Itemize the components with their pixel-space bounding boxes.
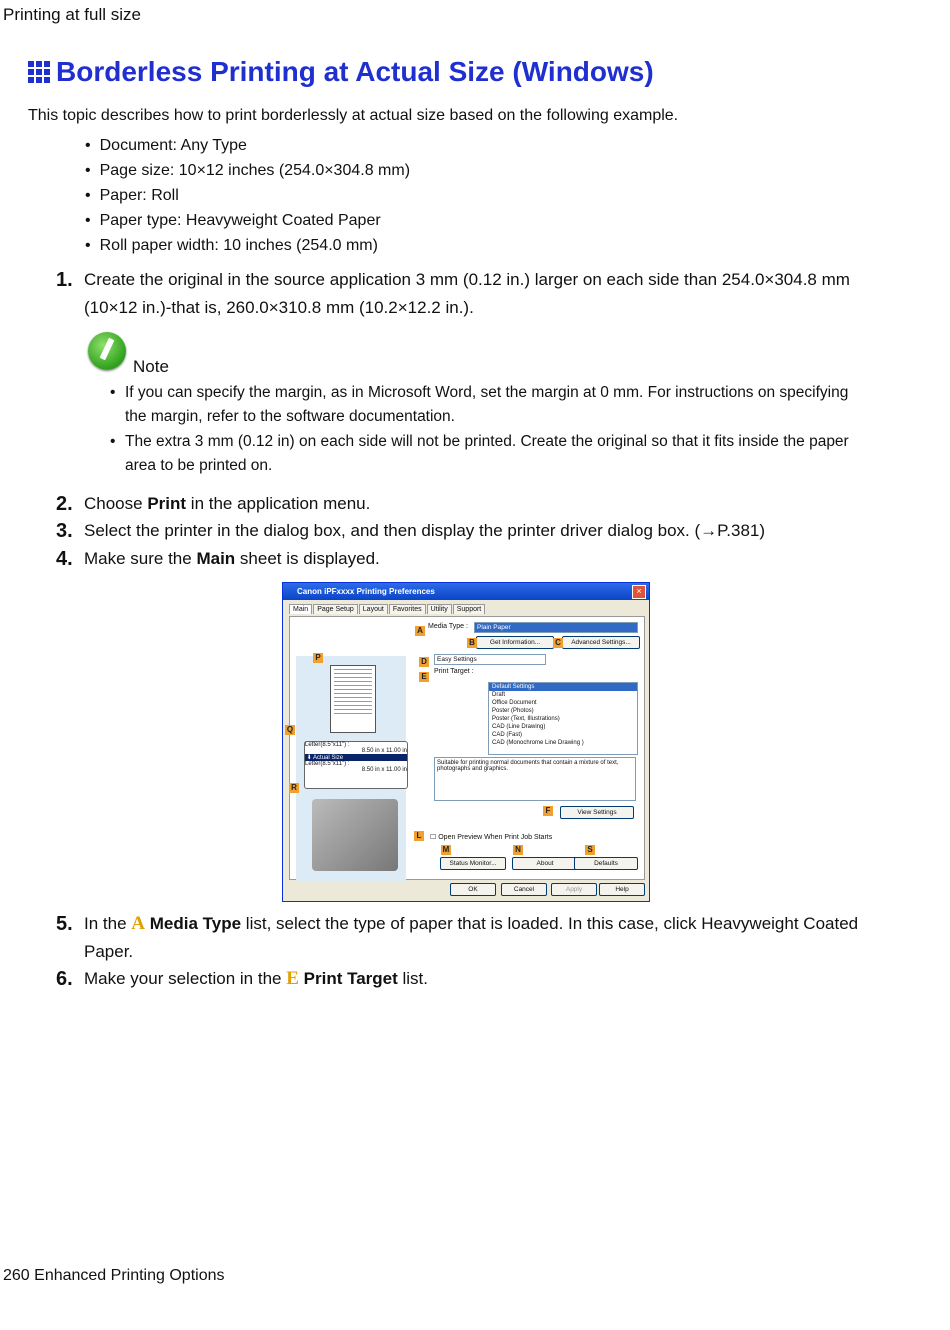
- callout-d: D: [419, 657, 429, 667]
- page-footer: 260 Enhanced Printing Options: [3, 1267, 225, 1284]
- preview-checkbox-row[interactable]: ☐ Open Preview When Print Job Starts: [430, 834, 553, 841]
- note-item: • If you can specify the margin, as in Microsoft Word, set the margin at 0 mm. For instructions on specifying the margin, refer to the software documentation.: [110, 381, 870, 429]
- tab-layout[interactable]: Layout: [359, 604, 388, 614]
- running-header: Printing at full size: [3, 5, 141, 24]
- step-text: in the application menu.: [186, 494, 371, 513]
- cancel-button[interactable]: Cancel: [501, 883, 547, 896]
- page-title-text: Borderless Printing at Actual Size (Windows): [56, 56, 654, 87]
- list-item[interactable]: CAD (Monochrome Line Drawing ): [492, 740, 584, 746]
- list-item: • Document: Any Type: [85, 136, 410, 161]
- media-type-label: Media Type :: [428, 623, 468, 630]
- step-6: [56, 965, 864, 993]
- intro-paragraph: This topic describes how to print borderlessly at actual size based on the following example.: [28, 107, 679, 124]
- print-target-list[interactable]: [488, 682, 638, 755]
- step-2: [56, 490, 864, 518]
- callout-s: S: [585, 845, 595, 855]
- ok-button[interactable]: OK: [450, 883, 496, 896]
- advanced-settings-button[interactable]: Advanced Settings...: [562, 636, 640, 649]
- step-5: [56, 910, 864, 966]
- callout-c: C: [553, 638, 563, 648]
- actual-size-row: ⬇ Actual Size: [305, 754, 407, 761]
- callout-q: Q: [286, 725, 294, 734]
- step-1: [56, 266, 864, 322]
- step-3: [56, 517, 864, 545]
- step-number: 5.: [56, 913, 73, 935]
- about-button[interactable]: About: [512, 857, 578, 870]
- preview-checkbox-label: Open Preview When Print Job Starts: [438, 834, 553, 841]
- page-title: [28, 56, 654, 88]
- step-text: list.: [397, 969, 429, 988]
- callout-letter: A: [131, 913, 145, 934]
- list-item[interactable]: Draft: [492, 692, 506, 698]
- media-type-select[interactable]: Plain Paper: [474, 622, 638, 633]
- list-item: • Roll paper width: 10 inches (254.0 mm): [85, 236, 410, 261]
- note-label: Note: [133, 357, 169, 376]
- note-pencil-icon: [88, 332, 126, 370]
- callout-e: E: [419, 672, 429, 682]
- note-list: [110, 381, 870, 479]
- tab-support[interactable]: Support: [453, 604, 486, 614]
- easy-settings-select[interactable]: Easy Settings: [434, 654, 546, 665]
- step-number: 3.: [56, 520, 73, 542]
- list-item[interactable]: CAD (Line Drawing): [492, 724, 546, 730]
- note-item: • The extra 3 mm (0.12 in) on each side will not be printed. Create the original so that it fits inside the paper area to be printed on.: [110, 430, 870, 478]
- size-dimensions: 8.50 in x 11.00 in: [361, 767, 407, 773]
- dialog-tabs: [289, 604, 486, 614]
- step-text: Choose: [84, 494, 148, 513]
- main-panel: [289, 616, 645, 880]
- get-information-button[interactable]: Get Information...: [476, 636, 554, 649]
- callout-a: A: [415, 626, 425, 636]
- step-text: Make sure the: [84, 549, 197, 568]
- print-target-label: Print Target :: [434, 668, 474, 675]
- list-item[interactable]: Poster (Photos): [492, 708, 534, 714]
- size-dimensions: 8.50 in x 11.00 in: [361, 748, 407, 754]
- printing-preferences-dialog: [282, 582, 650, 902]
- tab-favorites[interactable]: Favorites: [389, 604, 426, 614]
- tab-utility[interactable]: Utility: [427, 604, 452, 614]
- callout-r: R: [289, 783, 299, 793]
- size-label: Letter(8.5"x11") :: [305, 742, 350, 748]
- apply-button[interactable]: Apply: [551, 883, 597, 896]
- list-item[interactable]: Default Settings: [489, 683, 637, 691]
- step-4: [56, 545, 864, 573]
- step-number: 4.: [56, 548, 73, 570]
- step-bold: Media Type: [149, 914, 242, 933]
- defaults-button[interactable]: Defaults: [574, 857, 638, 870]
- size-info-box: [304, 741, 408, 789]
- list-item[interactable]: Poster (Text, Illustrations): [492, 716, 560, 722]
- description-box: Suitable for printing normal documents that contain a mixture of text, photographs and graphics.: [434, 757, 636, 801]
- tab-main[interactable]: Main: [289, 604, 312, 614]
- callout-b: B: [467, 638, 477, 648]
- size-label: Letter(8.5"x11") :: [305, 761, 350, 767]
- step-number: 2.: [56, 493, 73, 515]
- help-button[interactable]: Help: [599, 883, 645, 896]
- tab-page-setup[interactable]: Page Setup: [313, 604, 358, 614]
- step-text: Make your selection in the: [84, 969, 287, 988]
- step-text: Select the printer in the dialog box, and then display the printer driver dialog box. (→P.381): [84, 521, 766, 540]
- actual-size-label: Actual Size: [313, 755, 344, 761]
- list-item: • Paper: Roll: [85, 186, 410, 211]
- close-icon[interactable]: ×: [632, 585, 646, 599]
- step-bold: Print: [147, 494, 187, 513]
- callout-l: L: [414, 831, 424, 841]
- view-settings-button[interactable]: View Settings: [560, 806, 634, 819]
- step-bold: Main: [196, 549, 236, 568]
- callout-n: N: [513, 845, 523, 855]
- step-text: sheet is displayed.: [235, 549, 380, 568]
- example-list: [85, 136, 410, 261]
- step-text: list, select the type of paper that is loaded. In this case, click Heavyweight Coated Paper.: [84, 914, 859, 961]
- list-item: • Page size: 10×12 inches (254.0×304.8 mm): [85, 161, 410, 186]
- step-bold: Print Target: [303, 969, 398, 988]
- section-grid-icon: [28, 61, 50, 83]
- paper-preview: [330, 665, 376, 733]
- printer-illustration: [312, 799, 398, 871]
- step-number: 6.: [56, 968, 73, 990]
- step-text: In the: [84, 914, 132, 933]
- callout-f: F: [543, 806, 553, 816]
- step-text: Create the original in the source application 3 mm (0.12 in.) larger on each side than 254.0×304.8 mm (10×12 in.)-that is, 260.0×310.8 mm (10.2×12.2 in.).: [84, 270, 850, 317]
- step-number: 1.: [56, 269, 73, 291]
- callout-p: P: [313, 653, 323, 663]
- list-item[interactable]: CAD (Fast): [492, 732, 522, 738]
- callout-letter: E: [286, 968, 299, 989]
- list-item[interactable]: Office Document: [492, 700, 537, 706]
- status-monitor-button[interactable]: Status Monitor...: [440, 857, 506, 870]
- callout-m: M: [442, 845, 450, 854]
- list-item: • Paper type: Heavyweight Coated Paper: [85, 211, 410, 236]
- dialog-title: Canon iPFxxxx Printing Preferences: [283, 583, 649, 600]
